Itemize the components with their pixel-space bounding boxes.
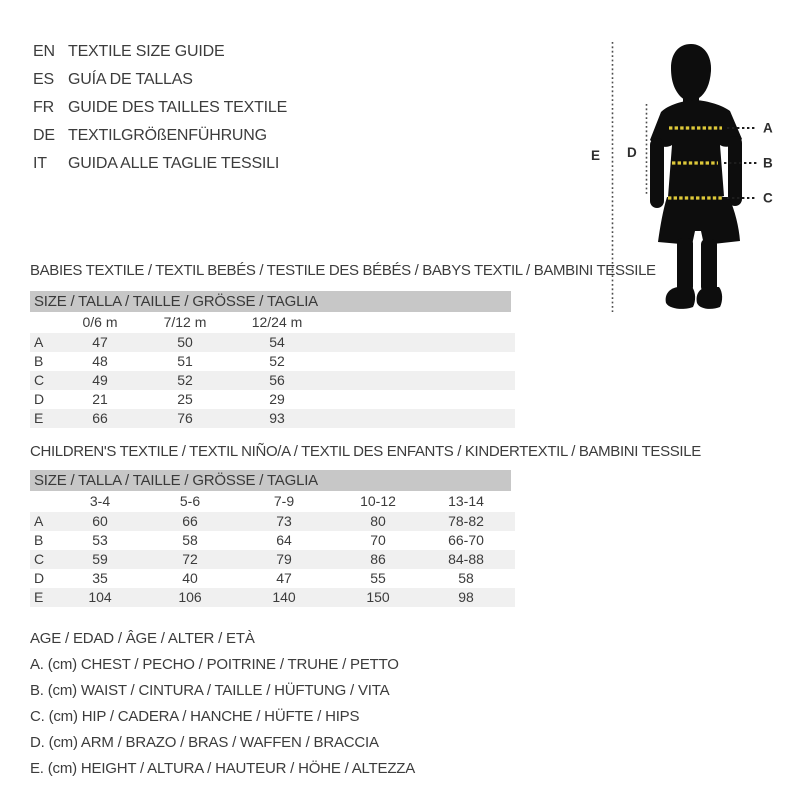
- legend-item-waist: B. (cm) WAIST / CINTURA / TAILLE / HÜFTUNG / VITA: [30, 682, 390, 699]
- cell: 50: [177, 334, 193, 350]
- cell: 53: [92, 532, 108, 548]
- row-label: B: [34, 353, 44, 369]
- row-label: D: [34, 391, 45, 407]
- row-label: B: [34, 532, 44, 548]
- language-row-fr: [33, 94, 287, 122]
- legend-item-chest: A. (cm) CHEST / PECHO / POITRINE / TRUHE / PETTO: [30, 656, 399, 673]
- measurement-legend: [30, 626, 415, 782]
- cell: 80: [370, 513, 386, 529]
- cell: 140: [272, 589, 296, 605]
- table-row: [30, 352, 515, 371]
- table-row: [30, 550, 515, 569]
- right-leg-silhouette: [701, 239, 717, 292]
- row-label: D: [34, 570, 45, 586]
- table-row: [30, 333, 515, 352]
- table-row: [30, 409, 515, 428]
- empty-cell: [326, 312, 515, 333]
- cell: 150: [366, 589, 390, 605]
- row-label: C: [34, 551, 45, 567]
- table-row: [30, 588, 515, 607]
- measure-label-a: A: [763, 120, 773, 136]
- empty-cell: [326, 390, 515, 409]
- cell: 93: [269, 410, 285, 426]
- babies-table-title: BABIES TEXTILE / TEXTIL BEBÉS / TESTILE DES BÉBÉS / BABYS TEXTIL / BAMBINI TESSILE: [30, 262, 656, 279]
- shorts-silhouette: [658, 197, 740, 245]
- cell: 54: [269, 334, 285, 350]
- empty-cell: [506, 512, 515, 531]
- language-code: EN: [33, 43, 55, 60]
- cell: 79: [276, 551, 292, 567]
- language-row-es: [33, 66, 287, 94]
- left-leg-silhouette: [677, 238, 693, 292]
- children-size-header-bar: SIZE / TALLA / TAILLE / GRÖSSE / TAGLIA: [30, 470, 511, 491]
- cell: 48: [92, 353, 108, 369]
- empty-cell: [506, 491, 515, 512]
- cell: 66-70: [448, 532, 484, 548]
- guide-title-en: TEXTILE SIZE GUIDE: [68, 43, 225, 60]
- language-code: ES: [33, 71, 54, 88]
- empty-cell: [506, 569, 515, 588]
- table-row: [30, 512, 515, 531]
- cell: 60: [92, 513, 108, 529]
- cell: 76: [177, 410, 193, 426]
- babies-size-table: [30, 312, 515, 428]
- empty-cell: [326, 371, 515, 390]
- column-header: 13-14: [448, 493, 484, 509]
- legend-age-line: AGE / EDAD / ÂGE / ALTER / ETÀ: [30, 630, 255, 647]
- cell: 55: [370, 570, 386, 586]
- column-header: 7-9: [273, 493, 295, 509]
- cell: 72: [182, 551, 198, 567]
- empty-cell: [326, 409, 515, 428]
- empty-cell: [506, 550, 515, 569]
- right-arm-silhouette: [728, 136, 742, 206]
- row-label: E: [34, 589, 44, 605]
- right-shoe-silhouette: [697, 287, 723, 309]
- cell: 47: [276, 570, 292, 586]
- cell: 98: [458, 589, 474, 605]
- column-header: 3-4: [89, 493, 111, 509]
- column-header: 7/12 m: [163, 314, 207, 330]
- cell: 52: [177, 372, 193, 388]
- guide-title-fr: GUIDE DES TAILLES TEXTILE: [68, 99, 288, 116]
- measure-label-d: D: [627, 145, 637, 160]
- cell: 47: [92, 334, 108, 350]
- cell: 66: [182, 513, 198, 529]
- cell: 40: [182, 570, 198, 586]
- table-row: [30, 371, 515, 390]
- left-arm-silhouette: [650, 138, 664, 208]
- language-code: DE: [33, 127, 55, 144]
- legend-item-hip: C. (cm) HIP / CADERA / HANCHE / HÜFTE / HIPS: [30, 708, 360, 725]
- language-row-de: [33, 122, 287, 150]
- cell: 70: [370, 532, 386, 548]
- guide-title-es: GUÍA DE TALLAS: [68, 71, 193, 88]
- cell: 25: [177, 391, 193, 407]
- cell: 49: [92, 372, 108, 388]
- column-header: 5-6: [179, 493, 201, 509]
- table-row: [30, 390, 515, 409]
- empty-cell: [326, 352, 515, 371]
- cell: 78-82: [448, 513, 484, 529]
- cell: 58: [458, 570, 474, 586]
- cell: 106: [178, 589, 202, 605]
- measure-label-c: C: [763, 190, 773, 206]
- row-label: C: [34, 372, 45, 388]
- children-column-header-row: [30, 491, 515, 512]
- table-row: [30, 569, 515, 588]
- language-title-list: [33, 38, 287, 178]
- empty-cell: [30, 312, 58, 333]
- guide-title-de: TEXTILGRÖßENFÜHRUNG: [68, 127, 267, 144]
- legend-item-arm: D. (cm) ARM / BRAZO / BRAS / WAFFEN / BRACCIA: [30, 734, 379, 751]
- row-label: A: [34, 334, 44, 350]
- language-code: FR: [33, 99, 54, 116]
- measure-label-b: B: [763, 155, 773, 171]
- column-header: 12/24 m: [251, 314, 303, 330]
- cell: 51: [177, 353, 193, 369]
- babies-size-header-bar: SIZE / TALLA / TAILLE / GRÖSSE / TAGLIA: [30, 291, 511, 312]
- language-code: IT: [33, 155, 47, 172]
- babies-column-header-row: [30, 312, 515, 333]
- measure-label-e: E: [591, 148, 601, 163]
- child-silhouette-icon: [650, 44, 742, 309]
- row-label: A: [34, 513, 44, 529]
- cell: 73: [276, 513, 292, 529]
- empty-cell: [326, 333, 515, 352]
- column-header: 0/6 m: [82, 314, 118, 330]
- guide-title-it: GUIDA ALLE TAGLIE TESSILI: [68, 155, 280, 172]
- cell: 104: [88, 589, 112, 605]
- cell: 29: [269, 391, 285, 407]
- empty-cell: [30, 491, 58, 512]
- legend-item-height: E. (cm) HEIGHT / ALTURA / HAUTEUR / HÖHE / ALTEZZA: [30, 760, 416, 777]
- empty-cell: [506, 531, 515, 550]
- empty-cell: [506, 588, 515, 607]
- children-size-table: [30, 491, 515, 607]
- cell: 86: [370, 551, 386, 567]
- cell: 35: [92, 570, 108, 586]
- cell: 64: [276, 532, 292, 548]
- cell: 21: [92, 391, 108, 407]
- left-shoe-silhouette: [666, 287, 696, 309]
- table-row: [30, 531, 515, 550]
- cell: 58: [182, 532, 198, 548]
- language-row-en: [33, 38, 287, 66]
- language-row-it: [33, 150, 287, 178]
- column-header: 10-12: [360, 493, 396, 509]
- children-table-title: CHILDREN'S TEXTILE / TEXTIL NIÑO/A / TEXTIL DES ENFANTS / KINDERTEXTIL / BAMBINI TESSILE: [30, 443, 701, 460]
- cell: 66: [92, 410, 108, 426]
- row-label: E: [34, 410, 44, 426]
- cell: 52: [269, 353, 285, 369]
- cell: 59: [92, 551, 108, 567]
- cell: 84-88: [448, 551, 484, 567]
- cell: 56: [269, 372, 285, 388]
